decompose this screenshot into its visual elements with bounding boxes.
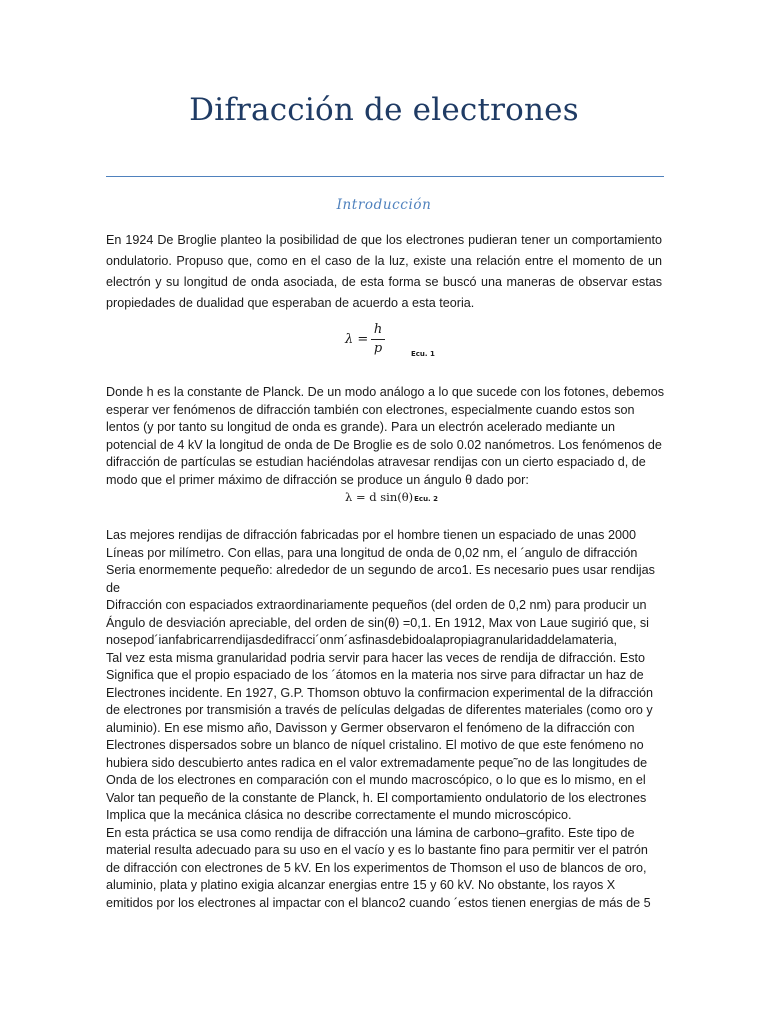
equation-2-tag: Ecu. 2 — [414, 495, 439, 503]
text-line: Donde h es la constante de Planck. De un modo análogo a lo que sucede con los fotones, debemos — [106, 385, 664, 399]
text-line: Tal vez esta misma granularidad podria servir para hacer las veces de rendija de difracción. Esto — [106, 650, 645, 665]
equation-2 — [345, 490, 438, 504]
title-divider — [106, 176, 664, 177]
equation-1-denominator: p — [373, 341, 383, 356]
text-line: nosepod´ianfabricarrendijasdedifracci´onm´asfinasdebidoalapropiagranularidaddelamateria, — [106, 633, 618, 647]
text-line: emitidos por los electrones al impactar con el blanco2 cuando ´estos tienen energias de más de 5 — [106, 895, 651, 910]
equation-2-formula: λ = d sin(θ) — [345, 490, 414, 504]
equation-1-lhs: λ = — [345, 332, 369, 347]
text-line: material resulta adecuado para su uso en el vacío y es lo bastante fino para permitir ver el patrón — [106, 843, 648, 857]
fraction-bar — [371, 339, 385, 340]
paragraph-3 — [106, 527, 666, 912]
text-line: de — [106, 580, 121, 595]
text-line: hubiera sido descubierto antes radica en el valor extremadamente peque˜no de las longitudes de — [106, 755, 648, 770]
text-line: esperar ver fenómenos de difracción también con electrones, especialmente cuando estos son — [106, 402, 635, 417]
text-line: Seria enormemente pequeño: alrededor de un segundo de arco1. Es necesario pues usar rendijas — [106, 563, 655, 577]
text-line: potencial de 4 kV la longitud de onda de De Broglie es de solo 0.02 nanómetros. Los fenómenos de — [106, 437, 662, 452]
text-line: Significa que el propio espaciado de los ´átomos en la materia nos sirve para difractar un haz de — [106, 668, 644, 682]
text-line: Líneas por milímetro. Con ellas, para una longitud de onda de 0,02 nm, el ´angulo de difracción — [106, 545, 638, 560]
intro-paragraph: En 1924 De Broglie planteo la posibilidad de que los electrones pudieran tener un comportamiento ondulatorio. Propuso que, como en el caso de la luz, existe una relación entre el momento de un electrón y su longitud de onda asociada, de esta forma se buscó una maneras de observar estas propiedades de dualidad que esperaban de acuerdo a esta teoria. — [106, 233, 662, 310]
text-line: Ángulo de desviación apreciable, del orden de sin(θ) =0,1. En 1912, Max von Laue sugirió que, si — [106, 615, 649, 630]
text-line: Onda de los electrones en comparación con el mundo macroscópico, o lo que es lo mismo, en el — [106, 773, 646, 787]
equation-1-fraction — [371, 322, 385, 357]
text-line: Difracción con espaciados extraordinariamente pequeños (del orden de 0,2 nm) para producir un — [106, 598, 647, 612]
equation-1-numerator: h — [373, 322, 383, 337]
text-line: Las mejores rendijas de difracción fabricadas por el hombre tienen un espaciado de unas 2000 — [106, 528, 636, 542]
text-line: aluminio, plata y platino exigia alcanzar energias entre 15 y 60 kV. No obstante, los rayos X — [106, 878, 616, 892]
equation-1-tag: Ecu. 1 — [411, 350, 435, 358]
text-line: Electrones incidente. En 1927, G.P. Thomson obtuvo la confirmacion experimental de la difracción — [106, 685, 653, 700]
page-title: Difracción de electrones — [189, 92, 579, 128]
text-line: aluminio). En ese mismo año, Davisson y Germer observaron el fenómeno de la difracción con — [106, 720, 635, 735]
text-line: de difracción con electrones de 5 kV. En los experimentos de Thomson el uso de blancos de oro, — [106, 860, 647, 875]
text-line: de electrones por transmisión a través de películas delgadas de diferentes materiales (como oro y — [106, 703, 653, 717]
text-line: lentos (y por tanto su longitud de onda es grande). Para un electrón acelerado mediante un — [106, 420, 615, 434]
text-line: modo que el primer máximo de difracción se produce un ángulo θ dado por: — [106, 472, 529, 487]
text-line: Valor tan pequeño de la constante de Planck, h. El comportamiento ondulatorio de los electrones — [106, 790, 647, 805]
text-line: Implica que la mecánica clásica no describe correctamente el mundo microscópico. — [106, 808, 572, 822]
section-heading: Introducción — [336, 197, 432, 213]
text-line: Electrones dispersados sobre un blanco de níquel cristalino. El motivo de que este fenómeno no — [106, 738, 644, 752]
paragraph-2 — [106, 384, 666, 489]
text-line: En esta práctica se usa como rendija de difracción una lámina de carbono–grafito. Este tipo de — [106, 825, 635, 840]
text-line: difracción de partículas se estudian haciéndolas atravesar rendijas con un cierto espaciado d, de — [106, 455, 646, 469]
